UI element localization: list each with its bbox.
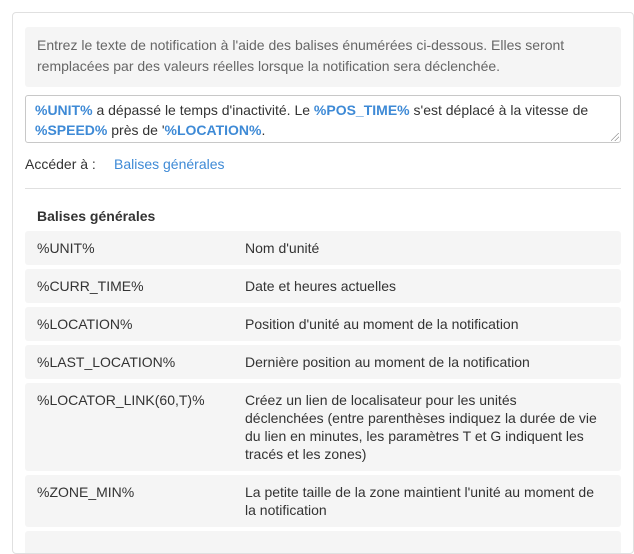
tag-row[interactable] [25,345,621,379]
tag-description: Position d'unité au moment de la notification [245,316,519,332]
tag-speed: %SPEED% [35,122,108,138]
tag-location: %LOCATION% [164,122,262,138]
tag-row[interactable] [25,231,621,265]
section-title: Balises générales [37,208,156,224]
editor-text: . [261,122,266,138]
editor-text: près de ' [107,122,165,138]
tag-description [245,539,609,554]
notification-text-editor[interactable] [25,95,621,143]
tag-description: Date et heures actuelles [245,278,396,294]
notification-text-panel [12,12,634,554]
tag-description: La petite taille de la zone maintient l'unité au moment de la notification [245,484,595,518]
divider [25,188,621,189]
tag-list [25,231,621,554]
tag-key: %UNIT% [37,240,95,256]
goto-label: Accéder à : [25,156,96,172]
goto-bar [25,153,621,175]
tag-row[interactable] [25,269,621,303]
resize-grip-icon[interactable] [611,133,619,141]
tag-key: %ZONE_MIN% [37,484,135,500]
editor-text: a dépassé le temps d'inactivité. Le [92,102,314,118]
tag-description: Dernière position au moment de la notification [245,354,530,370]
tag-description: Nom d'unité [245,240,320,256]
tag-description: Créez un lien de localisateur pour les unités déclenchées (entre parenthèses indiquez la durée de vie du lien en minutes, les paramètres T et G indiquent les tracés et les zones) [245,392,597,462]
tag-key [37,539,245,554]
tag-key: %CURR_TIME% [37,278,144,294]
tag-row[interactable] [25,531,621,554]
tag-row[interactable] [25,307,621,341]
tag-row[interactable] [25,383,621,471]
editor-text: s'est déplacé à la vitesse de [409,102,589,118]
tag-unit: %UNIT% [35,102,93,118]
info-hint: Entrez le texte de notification à l'aide des balises énumérées ci-dessous. Elles seront remplacées par des valeurs réelles lorsque la notification sera déclenchée. [25,27,621,87]
tag-pos-time: %POS_TIME% [313,102,410,118]
goto-general-tags-link[interactable]: Balises générales [114,156,225,172]
tag-key: %LOCATION% [37,316,133,332]
tag-row[interactable] [25,475,621,527]
tag-key: %LOCATOR_LINK(60,T)% [37,392,205,408]
tag-key: %LAST_LOCATION% [37,354,176,370]
